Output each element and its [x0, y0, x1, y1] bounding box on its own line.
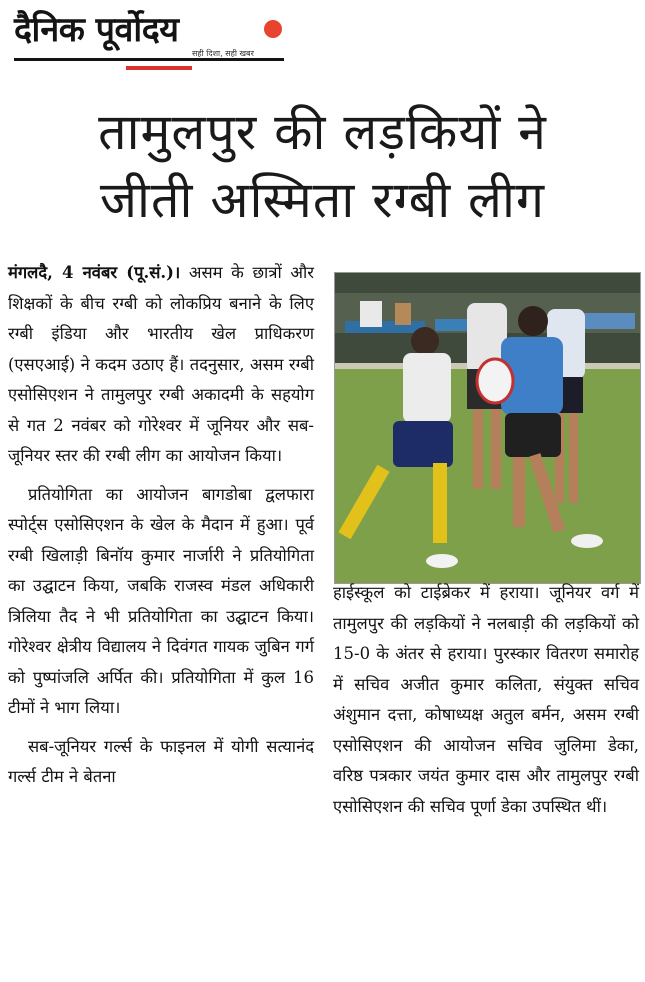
article-column-right	[333, 578, 639, 822]
article-dateline: मंगलदै, 4 नवंबर (पू.सं.)।	[8, 263, 181, 282]
logo-dot-icon	[264, 20, 282, 38]
rugby-match-photo	[334, 272, 641, 584]
article-headline	[0, 98, 645, 234]
article-paragraph-2: प्रतियोगिता का आयोजन बागडोबा द्वलफारा स्पोर्ट्स एसोसिएशन के खेल के मैदान में हुआ। पूर्व रग्बी खिलाड़ी बिनॉय कुमार नार्जारी ने प्रतियोगिता का उद्घाटन किया, जबकि राजस्व मंडल अधिकारी त्रिलिया तैद ने भी प्रतियोगिता का उद्घाटन किया। गोरेश्वर क्षेत्रीय विद्यालय ने दिवंगत गायक जुबिन गर्ग को पुष्पांजलि अर्पित की। प्रतियोगिता में कुल 16 टीमों ने भाग लिया।	[8, 484, 314, 717]
article-paragraph-3-continued: हाईस्कूल को टाईब्रेकर में हराया। जूनियर वर्ग में तामुलपुर की लड़कियों ने नलबाड़ी की लड़कियों को 15-0 के अंतर से हराया। पुरस्कार वितरण समारोह में सचिव अजीत कुमार कलिता, संयुक्त सचिव अंशुमान दत्ता, कोषाध्यक्ष अतुल बर्मन, असम रग्बी एसोसिएशन की आयोजन सचिव जुलिमा डेका, वरिष्ठ पत्रकार जयंत कुमार दास और तामुलपुर रग्बी एसोसिएशन की सचिव पूर्णा डेका उपस्थित थीं।	[333, 583, 639, 816]
masthead-tagline: सही दिशा, सही खबर	[192, 49, 254, 58]
headline-line-2: जीती अस्मिता रग्बी लीग	[99, 171, 546, 229]
masthead	[10, 6, 290, 74]
article-paragraph-3: सब-जूनियर गर्ल्स के फाइनल में योगी सत्यानंद गर्ल्स टीम ने बेतना	[8, 736, 314, 786]
newspaper-logo: दैनिक पूर्वोदय	[14, 10, 179, 50]
article-paragraph-1	[8, 258, 314, 472]
masthead-red-strip	[126, 66, 192, 70]
rugby-photo-illustration	[335, 273, 640, 583]
headline-line-1: तामुलपुर की लड़कियों ने	[98, 103, 547, 161]
paragraph-1-text: असम के छात्रों और शिक्षकों के बीच रग्बी को लोकप्रिय बनाने के लिए रग्बी इंडिया और भारतीय खेल प्राधिकरण (एसएआई) ने कदम उठाए हैं। तदनुसार, असम रग्बी एसोसिएशन ने तामुलपुर रग्बी अकादमी के सहयोग से गत 2 नवंबर को गोरेश्वर में जूनियर और सब-जूनियर स्तर की रग्बी लीग का आयोजन किया।	[8, 263, 315, 465]
article-column-left	[8, 258, 314, 793]
